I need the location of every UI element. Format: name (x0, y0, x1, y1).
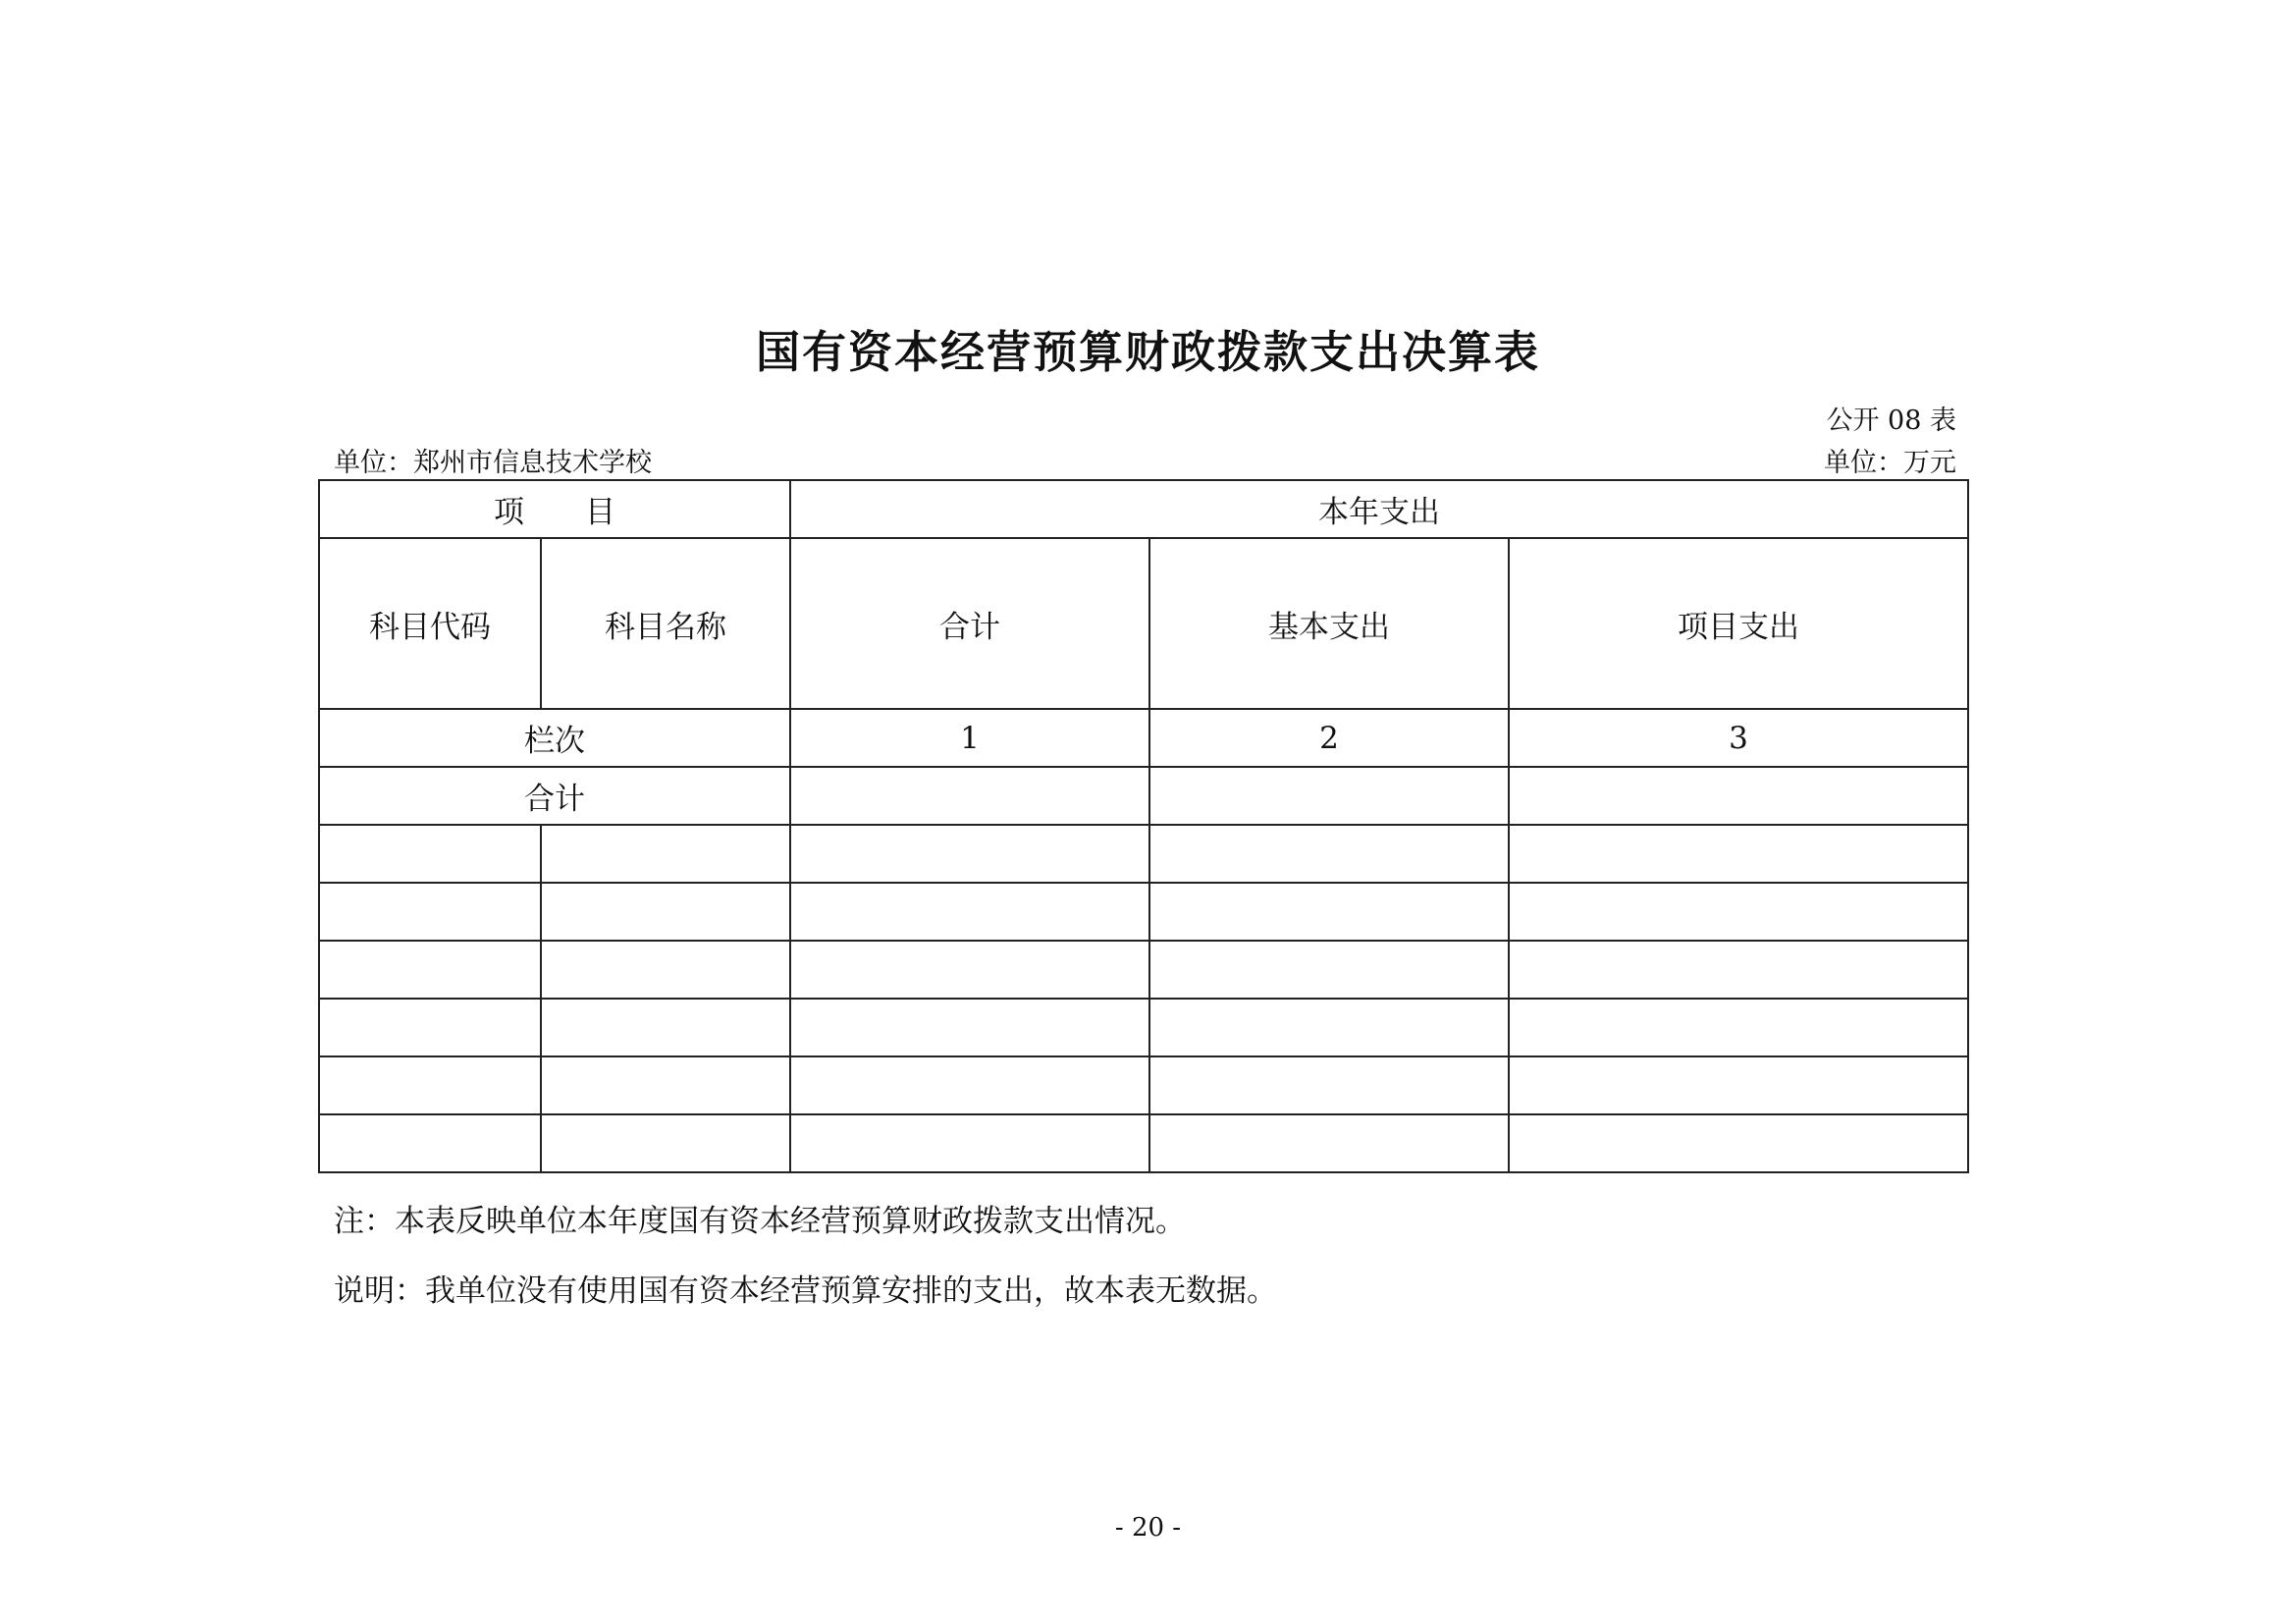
header-year-spend: 本年支出 (790, 480, 1968, 538)
table-cell (790, 1114, 1149, 1172)
column-number-basic: 2 (1149, 709, 1509, 767)
table-cell (1149, 883, 1509, 941)
table-row (319, 1114, 1968, 1172)
table-cell (541, 941, 790, 999)
column-number-label: 栏次 (319, 709, 790, 767)
total-row-label: 合计 (319, 767, 790, 825)
table-cell (1509, 1114, 1968, 1172)
table-cell (541, 883, 790, 941)
table-cell (1509, 767, 1968, 825)
table-cell (319, 941, 541, 999)
col-header-name: 科目名称 (541, 538, 790, 709)
table-cell (319, 883, 541, 941)
table-cell (790, 999, 1149, 1056)
col-header-project: 项目支出 (1509, 538, 1968, 709)
total-row (319, 767, 1968, 825)
table-cell (790, 883, 1149, 941)
col-header-code: 科目代码 (319, 538, 541, 709)
table-cell (790, 1056, 1149, 1114)
table-cell (319, 825, 541, 883)
table-row (319, 941, 1968, 999)
table-cell (1509, 1056, 1968, 1114)
table-header-row (319, 480, 1968, 538)
page-number: - 20 - (1114, 1513, 1182, 1543)
table-cell (790, 767, 1149, 825)
unit-organization: 单位：郑州市信息技术学校 (334, 448, 652, 478)
table-cell (541, 1056, 790, 1114)
table-cell (1149, 999, 1509, 1056)
table-cell (790, 825, 1149, 883)
column-number-project: 3 (1509, 709, 1968, 767)
form-number: 公开 08 表 (1826, 406, 1956, 436)
table-row (319, 1056, 1968, 1114)
table-row (319, 883, 1968, 941)
table-cell (541, 1114, 790, 1172)
table-cell (1149, 1056, 1509, 1114)
table-cell (1509, 883, 1968, 941)
table-cell (1149, 941, 1509, 999)
table-row (319, 825, 1968, 883)
budget-table (318, 479, 1969, 1173)
column-number-row (319, 709, 1968, 767)
col-header-basic: 基本支出 (1149, 538, 1509, 709)
table-cell (1509, 999, 1968, 1056)
table-explanation: 说明：我单位没有使用国有资本经营预算安排的支出，故本表无数据。 (334, 1273, 1277, 1309)
table-cell (1509, 825, 1968, 883)
col-header-total: 合计 (790, 538, 1149, 709)
table-cell (541, 825, 790, 883)
table-subheader-row (319, 538, 1968, 709)
unit-currency: 单位：万元 (1824, 448, 1956, 478)
table-cell (319, 1114, 541, 1172)
table-cell (790, 941, 1149, 999)
table-cell (1149, 767, 1509, 825)
table-cell (1149, 1114, 1509, 1172)
column-number-total: 1 (790, 709, 1149, 767)
table-cell (541, 999, 790, 1056)
table-cell (1509, 941, 1968, 999)
table-cell (319, 999, 541, 1056)
table-cell (1149, 825, 1509, 883)
table-cell (319, 1056, 541, 1114)
table-note: 注：本表反映单位本年度国有资本经营预算财政拨款支出情况。 (334, 1204, 1186, 1239)
table-row (319, 999, 1968, 1056)
header-item: 项 目 (319, 480, 790, 538)
page-title: 国有资本经营预算财政拨款支出决算表 (755, 326, 1540, 378)
